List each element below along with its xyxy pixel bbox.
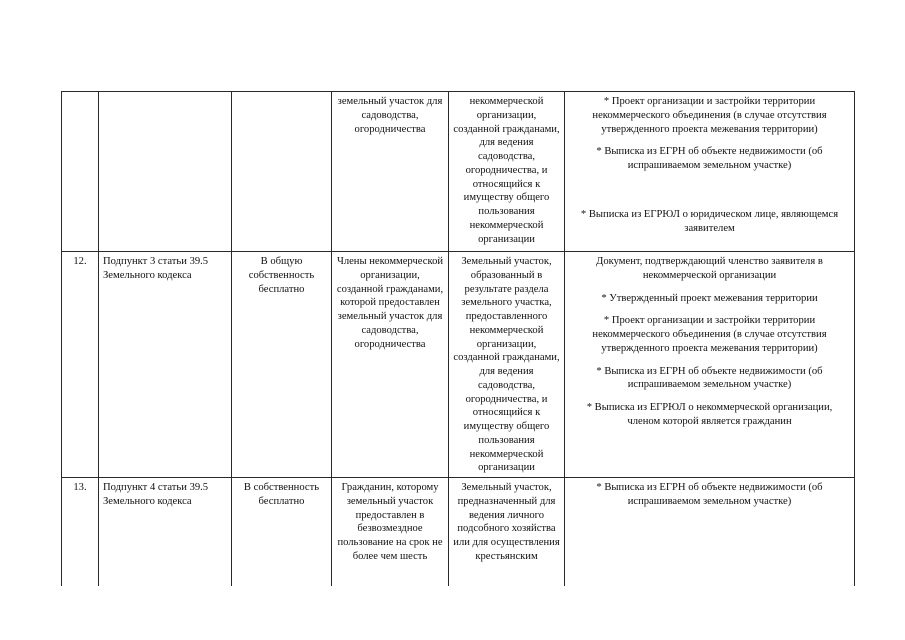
ownership-type: В собственность бесплатно [232, 478, 332, 586]
document-item: * Выписка из ЕГРЮЛ о некоммерческой организации, членом которой является гражданин [586, 402, 833, 427]
applicant-category: Члены некоммерческой организации, созданной гражданами, которой предоставлен земельный участок для садоводства, огородничества [332, 252, 449, 478]
land-plot-description: Земельный участок, предназначенный для ведения личного подсобного хозяйства или для осуществления крестьянским [449, 478, 565, 586]
required-documents [565, 252, 855, 478]
document-item: * Выписка из ЕГРН об объекте недвижимости (об испрашиваемом земельном участке) [596, 365, 823, 391]
table-row [62, 92, 855, 252]
row-number [62, 92, 99, 252]
applicant-category: земельный участок для садоводства, огородничества [332, 92, 449, 252]
legal-basis: Подпункт 3 статьи 39.5 Земельного кодекса [99, 252, 232, 478]
land-plot-description: Земельный участок, образованный в результате раздела земельного участка, предоставленного некоммерческой организации, созданной гражданами, для ведения садоводства, огородничества, и относящийся к имуществу общего пользования некоммерческой организации [449, 252, 565, 478]
land-provision-table [61, 91, 855, 586]
document-item: * Выписка из ЕГРН об объекте недвижимости (об испрашиваемом земельном участке) [596, 146, 823, 172]
row-number: 13. [62, 478, 99, 586]
table-row [62, 252, 855, 478]
applicant-category: Гражданин, которому земельный участок предоставлен в безвозмездное пользование на срок не более чем шесть [332, 478, 449, 586]
required-documents [565, 92, 855, 252]
document-item: * Утвержденный проект межевания территории [601, 292, 818, 304]
document-item: * Выписка из ЕГРЮЛ о юридическом лице, являющемся заявителем [580, 208, 839, 234]
document-item: * Проект организации и застройки территории некоммерческого объединения (в случае отсутствия утвержденного проекта межевания территории) [592, 96, 827, 135]
legal-basis: Подпункт 4 статьи 39.5 Земельного кодекса [99, 478, 232, 586]
ownership-type [232, 92, 332, 252]
document-item: * Выписка из ЕГРН об объекте недвижимости (об испрашиваемом земельном участке) [596, 482, 823, 507]
land-plot-description: некоммерческой организации, созданной гражданами, для ведения садоводства, огородничества, и относящийся к имуществу общего пользования некоммерческой организации [449, 92, 565, 252]
row-number: 12. [62, 252, 99, 478]
table-row [62, 478, 855, 586]
legal-basis [99, 92, 232, 252]
required-documents [565, 478, 855, 586]
document-item: Документ, подтверждающий членство заявителя в некоммерческой организации [596, 256, 823, 281]
document-item: * Проект организации и застройки территории некоммерческого объединения (в случае отсутствия утвержденного проекта межевания территории) [592, 315, 827, 354]
ownership-type: В общую собственность бесплатно [232, 252, 332, 478]
